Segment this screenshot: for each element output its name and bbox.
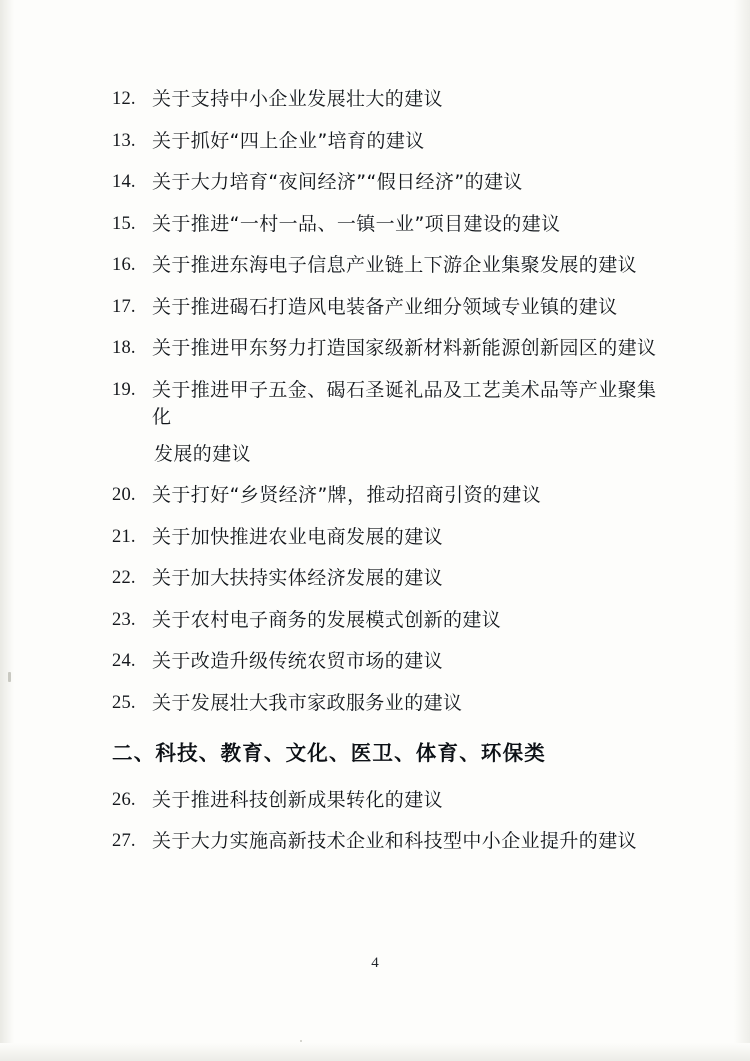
list-item — [112, 335, 672, 362]
list-item — [112, 211, 672, 238]
list-item-number: 26. — [112, 789, 136, 810]
list-item — [112, 565, 672, 592]
list-item-text: 关于发展壮大我市家政服务业的建议 — [152, 691, 463, 714]
list-item — [112, 86, 672, 113]
list-item-text: 关于推进科技创新成果转化的建议 — [152, 788, 444, 811]
list-item-text: 关于推进碣石打造风电装备产业细分领域专业镇的建议 — [152, 295, 618, 318]
list-item-number: 20. — [112, 485, 136, 505]
list-item — [112, 377, 672, 468]
list-item-number: 15. — [112, 213, 136, 234]
page-number: 4 — [371, 955, 379, 971]
page-edge-shadow-left — [0, 0, 14, 1061]
list-item-number: 19. — [112, 379, 136, 400]
list-item-text: 关于支持中小企业发展壮大的建议 — [152, 88, 444, 110]
list-item-number: 21. — [112, 526, 136, 547]
list-item-number: 24. — [112, 651, 136, 671]
list-item-text-line1: 关于推进甲子五金、碣石圣诞礼品及工艺美术品等产业聚集化 — [152, 378, 657, 428]
scan-speck — [8, 672, 11, 682]
list-item — [112, 524, 672, 551]
page-edge-shadow-right — [734, 0, 750, 1061]
section-heading: 二、科技、教育、文化、医卫、体育、环保类 — [112, 740, 546, 765]
list-item — [112, 690, 672, 717]
list-item — [112, 607, 672, 634]
document-body — [112, 86, 672, 870]
list-item-text: 关于加快推进农业电商发展的建议 — [152, 525, 444, 548]
list-item-text: 关于加大扶持实体经济发展的建议 — [152, 567, 444, 589]
list-item-number: 17. — [112, 296, 136, 317]
list-item — [112, 648, 672, 675]
list-item — [112, 169, 672, 196]
list-item-text: 关于打好“乡贤经济”牌，推动招商引资的建议 — [152, 484, 542, 506]
list-item-number: 27. — [112, 831, 136, 851]
list-item-number: 14. — [112, 172, 136, 192]
list-item — [112, 294, 672, 321]
list-item-text: 关于推进甲东努力打造国家级新材料新能源创新园区的建议 — [152, 337, 657, 359]
list-item-number: 16. — [112, 255, 136, 275]
list-item — [112, 128, 672, 155]
list-item-text: 关于农村电子商务的发展模式创新的建议 — [152, 608, 502, 631]
list-item-number: 13. — [112, 130, 136, 151]
page-edge-shadow-bottom — [0, 1043, 750, 1061]
list-item-number: 18. — [112, 338, 136, 358]
list-item-text: 关于大力培育“夜间经济”“假日经济”的建议 — [152, 171, 523, 193]
list-item — [112, 787, 672, 814]
list-item-text: 关于改造升级传统农贸市场的建议 — [152, 650, 444, 672]
scan-speck — [300, 1040, 302, 1042]
list-item-text: 关于大力实施高新技术企业和科技型中小企业提升的建议 — [152, 830, 638, 852]
list-item — [112, 828, 672, 855]
list-item-text: 关于抓好“四上企业”培育的建议 — [152, 129, 425, 152]
list-item — [112, 482, 672, 509]
list-item-text: 关于推进“一村一品、一镇一业”项目建设的建议 — [152, 212, 561, 235]
list-item-number: 12. — [112, 89, 136, 109]
list-item-number: 23. — [112, 609, 136, 630]
list-item-number: 22. — [112, 568, 136, 588]
list-item-text-line2: 发展的建议 — [154, 442, 252, 465]
list-item-text — [152, 377, 672, 468]
list-item-number: 25. — [112, 692, 136, 713]
list-item-text: 关于推进东海电子信息产业链上下游企业集聚发展的建议 — [152, 254, 638, 276]
list-item — [112, 252, 672, 279]
